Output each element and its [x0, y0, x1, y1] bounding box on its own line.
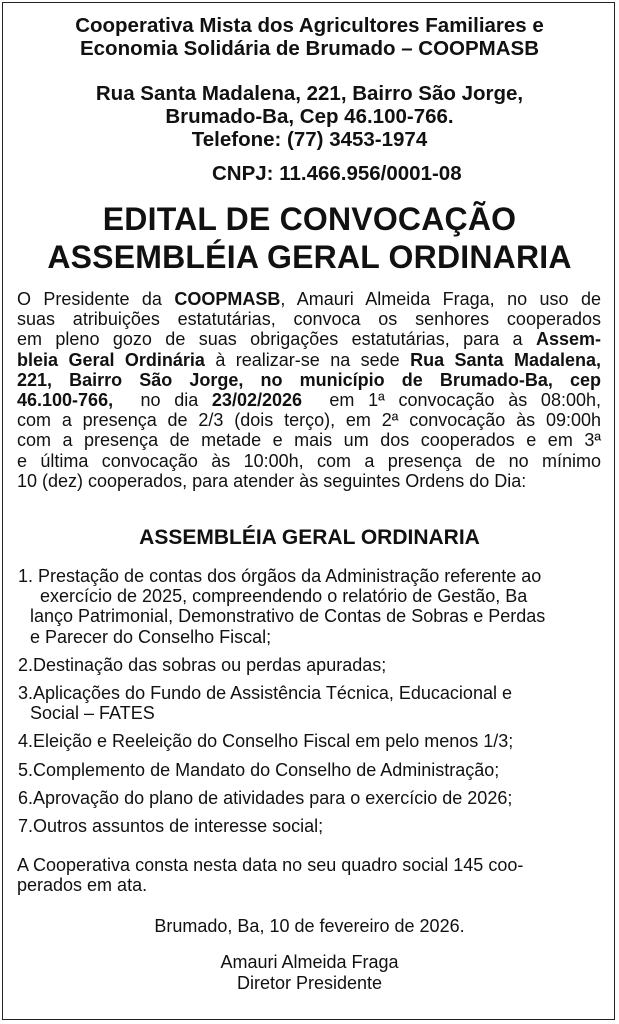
statement-line: A Cooperativa consta nesta data no seu quadro social 145 coo- [17, 855, 524, 875]
text-bold: Assem- [535, 329, 601, 350]
agenda-line: 3.Aplicações do Fundo de Assistência Técnica, Educacional e [18, 683, 512, 704]
text: à realizar-se na sede [204, 349, 411, 370]
intro-line [17, 289, 601, 309]
address-line-1: Rua Santa Madalena, 221, Bairro São Jorge, [95, 82, 524, 105]
text-bold: Rua Santa Madalena, [410, 349, 601, 370]
org-line-2: Economia Solidária de Brumado – COOPMASB [79, 37, 540, 60]
agenda-item [18, 655, 604, 675]
intro-line: e última convocação às 10:00h, com a presença de no mínimo [17, 450, 601, 471]
agenda-heading: ASSEMBLÉIA GERAL ORDINARIA [139, 526, 480, 549]
agenda-item [18, 683, 604, 723]
agenda-list [18, 566, 604, 844]
signer-role: Diretor Presidente [236, 973, 383, 993]
agenda-item [18, 760, 604, 780]
intro-line: com a presença de metade e mais um dos cooperados e em 3ª [17, 430, 601, 451]
intro-line: suas atribuições estatutárias, convoca os senhores cooperados [17, 309, 601, 330]
intro-paragraph [17, 289, 601, 491]
cnpj: CNPJ: 11.466.956/0001-08 [212, 162, 462, 185]
intro-line [17, 329, 601, 349]
agenda-line: Social – FATES [30, 703, 155, 724]
agenda-line: 6.Aprovação do plano de atividades para o exercício de 2026; [18, 787, 513, 808]
organization-address [0, 82, 619, 151]
agenda-line: lanço Patrimonial, Demonstrativo de Contas de Sobras e Perdas [30, 606, 546, 627]
notice-title [0, 200, 619, 276]
phone: Telefone: (77) 3453-1974 [191, 128, 428, 151]
agenda-line: 5.Complemento de Mandato do Conselho de Administração; [18, 759, 500, 780]
organization-name [0, 14, 619, 60]
intro-line [17, 370, 601, 390]
text: em 1ª convocação às 08:00h, [302, 390, 601, 411]
title-line-2: ASSEMBLÉIA GERAL ORDINARIA [47, 239, 572, 275]
text-bold: bleia Geral Ordinária [17, 349, 205, 370]
intro-line [17, 350, 601, 370]
agenda-line: 2.Destinação das sobras ou perdas apuradas; [18, 654, 387, 675]
agenda-line: 4.Eleição e Reeleição do Conselho Fiscal em pelo menos 1/3; [18, 731, 514, 752]
text-bold: 46.100-766, [17, 390, 114, 411]
org-acronym: COOPMASB [174, 289, 281, 309]
signer-name: Amauri Almeida Fraga [220, 952, 399, 972]
text-bold: 221, Bairro São Jorge, no município de Brumado-Ba, cep [17, 369, 601, 390]
agenda-item [18, 566, 604, 647]
intro-line: 10 (dez) cooperados, para atender às seguintes Ordens do Dia: [17, 470, 527, 491]
text: O Presidente da [17, 289, 175, 309]
agenda-item [18, 788, 604, 808]
agenda-line: 7.Outros assuntos de interesse social; [18, 816, 324, 837]
place-and-date: Brumado, Ba, 10 de fevereiro de 2026. [154, 916, 465, 936]
statement-line: perados em ata. [17, 875, 148, 896]
agenda-line: exercício de 2025, compreendendo o relatório de Gestão, Ba [40, 586, 528, 607]
intro-line [17, 390, 601, 410]
meeting-date: 23/02/2026 [211, 390, 303, 411]
address-line-2: Brumado-Ba, Cep 46.100-766. [165, 105, 454, 128]
agenda-item [18, 731, 604, 751]
agenda-item [18, 816, 604, 836]
title-line-1: EDITAL DE CONVOCAÇÃO [102, 201, 517, 237]
text: no dia [113, 390, 212, 411]
org-line-1: Cooperativa Mista dos Agricultores Familiares e [75, 14, 544, 37]
agenda-line: e Parecer do Conselho Fiscal; [30, 626, 272, 647]
agenda-line: 1. Prestação de contas dos órgãos da Administração referente ao [18, 566, 542, 586]
text: em pleno gozo de suas obrigações estatutárias, para a [17, 329, 536, 350]
intro-line: com a presença de 2/3 (dois terço), em 2ª convocação às 09:00h [17, 410, 601, 431]
signature-block [0, 952, 619, 994]
text: , Amauri Almeida Fraga, no uso de [280, 289, 601, 309]
membership-statement [17, 855, 601, 895]
